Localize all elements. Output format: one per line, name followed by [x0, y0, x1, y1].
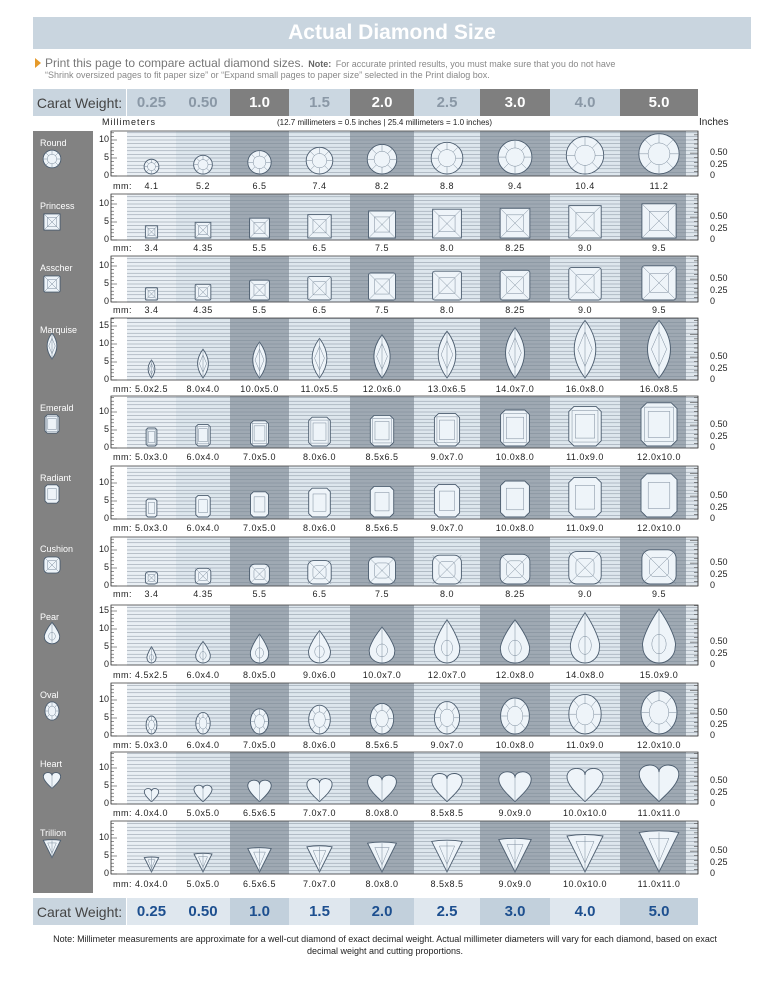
shape-name-label: Oval — [40, 690, 59, 700]
diamond-radiant-5.0 — [641, 474, 677, 517]
inch-gauge-strip — [686, 466, 698, 519]
mm-axis-tick-label: 0 — [103, 659, 109, 669]
diamond-size-label: 8.25 — [505, 243, 525, 253]
instruction-note-line2: “Shrink oversized pages to fit paper size” or “Expand small pages to paper size” selected in the Print dialog box. — [45, 70, 490, 80]
diamond-asscher-1.0 — [250, 280, 270, 300]
mm-axis-tick-label: 0 — [103, 580, 109, 590]
inch-axis-tick-label: 0 — [710, 730, 716, 740]
diamond-size-label: 9.0x7.0 — [430, 740, 464, 750]
diamond-oval-0.25 — [146, 716, 157, 734]
mm-axis-tick-label: 5 — [103, 780, 109, 790]
inch-gauge-strip — [686, 821, 698, 874]
diamond-cushion-5.0 — [642, 550, 676, 584]
inch-axis-tick-label: 0.50 — [710, 211, 728, 222]
inch-axis-tick-label: 0.25 — [710, 430, 728, 441]
diamond-size-label: 5.5 — [252, 305, 267, 315]
mm-prefix-label: mm: — [113, 879, 132, 889]
diamond-size-label: 6.5 — [312, 305, 327, 315]
diamond-size-label: 6.5 — [312, 243, 327, 253]
diamond-size-label: 12.0x8.0 — [495, 670, 535, 680]
diamond-size-label: 5.5 — [252, 589, 267, 599]
shape-name-label: Round — [40, 138, 67, 148]
carat-value-0.25: 0.25 — [127, 89, 176, 116]
diamond-size-label: 9.0 — [577, 589, 592, 599]
diamond-radiant-2.5 — [434, 485, 459, 517]
mm-axis-tick-label: 10 — [98, 762, 109, 772]
diamond-size-label: 11.0x9.0 — [566, 523, 604, 533]
diamond-size-label: 12.0x10.0 — [636, 523, 682, 533]
mm-axis-tick-label: 10 — [98, 477, 109, 487]
mm-axis-tick-label: 0 — [103, 170, 109, 180]
diamond-size-label: 12.0x10.0 — [636, 452, 682, 462]
diamond-size-label: 11.0x11.0 — [637, 879, 681, 889]
carat-weight-row-bottom — [33, 898, 698, 925]
diamond-size-label: 8.0 — [439, 243, 454, 253]
diamond-size-label: 12.0x10.0 — [636, 740, 682, 750]
inch-axis-tick-label: 0.25 — [710, 362, 728, 373]
inch-axis-tick-label: 0.50 — [710, 845, 728, 856]
diamond-oval-0.50 — [196, 712, 210, 734]
diamond-radiant-0.25 — [146, 499, 157, 517]
mm-prefix-label: mm: — [113, 670, 132, 680]
diamond-size-label: 5.2 — [195, 181, 210, 191]
inch-axis-tick-label: 0.25 — [710, 284, 728, 295]
page-title: Actual Diamond Size — [33, 17, 751, 49]
shape-name-label: Cushion — [40, 544, 74, 554]
mm-axis-tick-label: 5 — [103, 641, 109, 651]
inch-axis-tick-label: 0.25 — [710, 647, 728, 658]
diamond-size-label: 4.35 — [193, 589, 213, 599]
carat-value-4.0: 4.0 — [550, 898, 620, 925]
mm-prefix-label: mm: — [113, 589, 132, 599]
carat-value-1.0: 1.0 — [230, 898, 289, 925]
mm-axis-tick-label: 10 — [98, 406, 109, 416]
diamond-size-label: 4.1 — [144, 181, 159, 191]
diamond-size-label: 8.0x8.0 — [365, 808, 399, 818]
carat-value-2.5: 2.5 — [414, 898, 480, 925]
inch-gauge-strip — [686, 752, 698, 804]
diamond-cushion-0.25 — [145, 572, 157, 584]
diamond-size-label: 6.5x6.5 — [242, 879, 277, 889]
diamond-size-label: 11.2 — [649, 181, 669, 191]
diamond-emerald-0.50 — [196, 424, 210, 446]
diamond-size-label: 9.0 — [577, 305, 592, 315]
diamond-oval-2.5 — [434, 702, 459, 734]
diamond-size-label: 11.0x9.0 — [566, 740, 604, 750]
diamond-cushion-3.0 — [500, 554, 530, 584]
mm-prefix-label: mm: — [113, 305, 132, 315]
inch-gauge-strip — [686, 131, 698, 176]
diamond-size-label: 8.0x6.0 — [302, 740, 337, 750]
diamond-size-label: 9.4 — [507, 181, 522, 191]
diamond-size-label: 8.5x6.5 — [365, 740, 399, 750]
diamond-size-label: 7.0x7.0 — [302, 808, 337, 818]
diamond-princess-0.50 — [195, 222, 211, 238]
inch-axis-tick-label: 0 — [710, 868, 716, 878]
mm-axis-tick-label: 10 — [98, 544, 109, 554]
carat-value-2.5: 2.5 — [414, 89, 480, 116]
diamond-size-label: 13.0x6.5 — [427, 384, 467, 394]
mm-axis-tick-label: 10 — [98, 198, 109, 208]
inch-axis-tick-label: 0.25 — [710, 501, 728, 512]
millimeters-axis-label: Millimeters — [102, 117, 157, 127]
diamond-size-label: 7.0x5.0 — [242, 452, 277, 462]
diamond-round-2.0 — [367, 144, 397, 174]
diamond-size-label: 5.5 — [252, 243, 267, 253]
mm-axis-tick-label: 0 — [103, 730, 109, 740]
diamond-size-label: 10.0x10.0 — [562, 808, 608, 818]
diamond-emerald-1.5 — [309, 417, 331, 446]
diamond-princess-2.0 — [369, 211, 396, 238]
diamond-round-0.50 — [194, 155, 213, 174]
diamond-size-label: 8.8 — [439, 181, 454, 191]
diamond-size-label: 4.5x2.5 — [134, 670, 169, 680]
inch-gauge-strip — [686, 396, 698, 448]
diamond-princess-1.0 — [250, 218, 270, 238]
diamond-size-label: 8.0x5.0 — [242, 670, 277, 680]
instruction-note: For accurate printed results, you must make sure that you do not have — [335, 59, 616, 69]
diamond-size-label: 8.0 — [439, 589, 454, 599]
carat-value-2.0: 2.0 — [350, 898, 414, 925]
diamond-asscher-0.50 — [195, 284, 211, 300]
diamond-size-label: 9.0x7.0 — [430, 523, 464, 533]
diamond-radiant-1.5 — [309, 488, 331, 517]
mm-axis-tick-label: 0 — [103, 234, 109, 244]
carat-value-1.5: 1.5 — [289, 898, 350, 925]
diamond-size-label: 3.4 — [144, 589, 159, 599]
radiant-shape-icon — [45, 485, 59, 503]
mm-axis-tick-label: 0 — [103, 442, 109, 452]
mm-axis-tick-label: 10 — [98, 694, 109, 704]
mm-axis-tick-label: 0 — [103, 868, 109, 878]
mm-axis-tick-label: 5 — [103, 712, 109, 722]
mm-axis-tick-label: 5 — [103, 216, 109, 226]
diamond-size-label: 7.4 — [312, 181, 327, 191]
diamond-princess-3.0 — [500, 208, 530, 238]
inch-axis-tick-label: 0 — [710, 580, 716, 590]
shape-name-label: Marquise — [40, 325, 78, 335]
diamond-size-label: 10.0x7.0 — [362, 670, 402, 680]
diamond-cushion-2.5 — [433, 555, 462, 584]
cushion-shape-icon — [44, 557, 60, 573]
diamond-size-label: 6.0x4.0 — [186, 452, 220, 462]
diamond-size-label: 5.0x5.0 — [186, 879, 220, 889]
diamond-cushion-2.0 — [369, 557, 396, 584]
mm-axis-tick-label: 5 — [103, 424, 109, 434]
mm-prefix-label: mm: — [113, 452, 132, 462]
inch-axis-tick-label: 0.25 — [710, 856, 728, 867]
emerald-shape-icon — [45, 415, 59, 433]
inch-axis-tick-label: 0.50 — [710, 351, 728, 362]
mm-axis-tick-label: 10 — [98, 623, 109, 633]
diamond-size-label: 9.0x9.0 — [498, 808, 532, 818]
footnote: Note: Millimeter measurements are approximate for a well-cut diamond of exact decimal weight. Actual millimeter diameters will vary for each diamond, based on exact decimal weight and cutting proportions. — [53, 934, 717, 956]
inch-axis-tick-label: 0 — [710, 513, 716, 523]
diamond-size-label: 9.0x9.0 — [498, 879, 532, 889]
diamond-size-label: 16.0x8.5 — [639, 384, 679, 394]
round-shape-icon — [43, 150, 61, 168]
diamond-size-label: 9.0x7.0 — [430, 452, 464, 462]
diamond-radiant-1.0 — [251, 492, 269, 517]
instruction-note-label: Note: — [308, 59, 332, 69]
diamond-size-label: 11.0x9.0 — [566, 452, 604, 462]
diamond-cushion-0.50 — [195, 568, 211, 584]
diamond-emerald-2.0 — [370, 415, 393, 446]
mm-prefix-label: mm: — [113, 523, 132, 533]
diamond-oval-1.0 — [251, 709, 269, 734]
mm-prefix-label: mm: — [113, 181, 132, 191]
diamond-size-label: 5.0x3.0 — [134, 523, 169, 533]
diamond-size-label: 4.35 — [193, 243, 213, 253]
diamond-size-label: 7.5 — [374, 589, 389, 599]
diamond-radiant-0.50 — [196, 495, 210, 517]
inch-axis-tick-label: 0 — [710, 234, 716, 244]
shape-name-label: Asscher — [40, 263, 73, 273]
mm-axis-tick-label: 5 — [103, 152, 109, 162]
carat-value-0.25: 0.25 — [127, 898, 176, 925]
diamond-asscher-5.0 — [642, 266, 676, 300]
diamond-oval-1.5 — [309, 705, 331, 734]
inch-axis-tick-label: 0 — [710, 798, 716, 808]
mm-axis-tick-label: 0 — [103, 798, 109, 808]
princess-shape-icon — [44, 214, 60, 230]
diamond-size-label: 9.5 — [651, 305, 666, 315]
diamond-size-label: 8.0x4.0 — [186, 384, 220, 394]
inch-axis-tick-label: 0.50 — [710, 419, 728, 430]
shape-name-label: Trillion — [40, 828, 67, 838]
inch-axis-tick-label: 0.50 — [710, 775, 728, 786]
diamond-size-label: 4.35 — [193, 305, 213, 315]
carat-value-3.0: 3.0 — [480, 898, 550, 925]
carat-value-5.0: 5.0 — [620, 89, 698, 116]
oval-shape-icon — [45, 702, 59, 720]
diamond-size-label: 12.0x6.0 — [362, 384, 402, 394]
diamond-size-label: 12.0x7.0 — [427, 670, 467, 680]
mm-axis-tick-label: 5 — [103, 356, 109, 366]
diamond-size-label: 9.0 — [577, 243, 592, 253]
diamond-size-label: 14.0x7.0 — [495, 384, 535, 394]
diamond-asscher-3.0 — [500, 270, 530, 300]
diamond-size-label: 5.0x3.0 — [134, 740, 169, 750]
diamond-size-label: 7.0x5.0 — [242, 740, 277, 750]
diamond-emerald-1.0 — [251, 421, 269, 446]
mm-axis-tick-label: 5 — [103, 278, 109, 288]
diamond-round-4.0 — [566, 137, 603, 174]
diamond-size-label: 9.5 — [651, 243, 666, 253]
mm-prefix-label: mm: — [113, 384, 132, 394]
mm-axis-tick-label: 15 — [98, 320, 109, 330]
carat-value-0.50: 0.50 — [176, 898, 230, 925]
diamond-asscher-2.0 — [369, 273, 396, 300]
diamond-radiant-2.0 — [370, 486, 393, 517]
mm-axis-tick-label: 5 — [103, 495, 109, 505]
diamond-size-label: 9.0x6.0 — [302, 670, 337, 680]
diamond-princess-0.25 — [145, 226, 157, 238]
inches-axis-label: Inches — [699, 117, 729, 128]
inch-axis-tick-label: 0 — [710, 659, 716, 669]
carat-weight-label: Carat Weight: — [33, 898, 126, 925]
inch-axis-tick-label: 0.50 — [710, 273, 728, 284]
diamond-size-label: 8.5x6.5 — [365, 452, 399, 462]
diamond-radiant-3.0 — [501, 481, 530, 517]
diamond-size-label: 8.5x8.5 — [430, 808, 464, 818]
diamond-size-label: 10.0x8.0 — [495, 740, 535, 750]
diamond-emerald-3.0 — [501, 410, 530, 446]
diamond-size-label: 5.0x3.0 — [134, 452, 169, 462]
diamond-size-label: 8.25 — [505, 305, 525, 315]
carat-value-1.0: 1.0 — [230, 89, 289, 116]
diamond-size-label: 8.0x6.0 — [302, 452, 337, 462]
diamond-size-label: 14.0x8.0 — [565, 670, 605, 680]
diamond-princess-4.0 — [569, 206, 601, 238]
mm-axis-tick-label: 10 — [98, 338, 109, 348]
inch-axis-tick-label: 0.25 — [710, 786, 728, 797]
mm-axis-tick-label: 0 — [103, 296, 109, 306]
diamond-emerald-0.25 — [146, 428, 157, 446]
diamond-cushion-1.0 — [250, 564, 270, 584]
shape-name-label: Heart — [40, 759, 63, 769]
diamond-asscher-1.5 — [308, 277, 331, 300]
carat-value-0.50: 0.50 — [176, 89, 230, 116]
diamond-size-label: 7.5 — [374, 243, 389, 253]
diamond-size-label: 8.0x6.0 — [302, 523, 337, 533]
asscher-shape-icon — [44, 276, 60, 292]
diamond-size-label: 8.5x8.5 — [430, 879, 464, 889]
diamond-size-label: 10.0x8.0 — [495, 452, 535, 462]
diamond-size-label: 7.0x7.0 — [302, 879, 337, 889]
mm-axis-tick-label: 10 — [98, 832, 109, 842]
mm-prefix-label: mm: — [113, 740, 132, 750]
inch-axis-tick-label: 0.50 — [710, 557, 728, 568]
mm-axis-tick-label: 5 — [103, 850, 109, 860]
diamond-round-5.0 — [639, 134, 679, 174]
diamond-size-label: 10.0x5.0 — [240, 384, 279, 394]
instruction-main: Print this page to compare actual diamond sizes. — [45, 56, 304, 70]
shape-name-label: Pear — [40, 612, 60, 622]
diamond-size-label: 3.4 — [144, 305, 159, 315]
diamond-size-label: 10.4 — [575, 181, 595, 191]
diamond-size-label: 15.0x9.0 — [639, 670, 679, 680]
diamond-radiant-4.0 — [569, 477, 601, 517]
shape-name-label: Princess — [40, 201, 75, 211]
diamond-cushion-1.5 — [308, 561, 331, 584]
diamond-size-label: 6.0x4.0 — [186, 670, 220, 680]
diamond-size-label: 8.0x8.0 — [365, 879, 399, 889]
diamond-size-label: 8.5x6.5 — [365, 523, 399, 533]
diamond-size-label: 6.5 — [312, 589, 327, 599]
mm-axis-tick-label: 10 — [98, 260, 109, 270]
diamond-round-3.0 — [498, 140, 532, 174]
mm-axis-tick-label: 5 — [103, 562, 109, 572]
inch-axis-tick-label: 0.25 — [710, 158, 728, 169]
inch-axis-tick-label: 0 — [710, 296, 716, 306]
diamond-size-label: 11.0x11.0 — [637, 808, 681, 818]
diamond-size-label: 10.0x8.0 — [495, 523, 535, 533]
diamond-size-label: 8.25 — [505, 589, 525, 599]
diamond-emerald-2.5 — [434, 414, 459, 446]
mm-prefix-label: mm: — [113, 243, 132, 253]
diamond-size-label: 5.0x5.0 — [186, 808, 220, 818]
diamond-princess-1.5 — [308, 215, 331, 238]
inch-axis-tick-label: 0.25 — [710, 222, 728, 233]
inch-axis-tick-label: 0.25 — [710, 718, 728, 729]
inch-axis-tick-label: 0.50 — [710, 147, 728, 158]
diamond-size-label: 7.5 — [374, 305, 389, 315]
diamond-round-1.0 — [248, 151, 271, 174]
inch-axis-tick-label: 0.50 — [710, 707, 728, 718]
inch-gauge-strip — [686, 683, 698, 736]
carat-value-4.0: 4.0 — [550, 89, 620, 116]
inch-axis-tick-label: 0.50 — [710, 636, 728, 647]
diamond-size-label: 4.0x4.0 — [134, 879, 169, 889]
inch-axis-tick-label: 0 — [710, 442, 716, 452]
diamond-size-label: 5.0x2.5 — [134, 384, 169, 394]
diamond-size-label: 8.0 — [439, 305, 454, 315]
carat-value-5.0: 5.0 — [620, 898, 698, 925]
mm-axis-tick-label: 0 — [103, 374, 109, 384]
conversion-note: (12.7 millimeters = 0.5 inches | 25.4 millimeters = 1.0 inches) — [277, 118, 493, 127]
mm-axis-tick-label: 15 — [98, 605, 109, 615]
diamond-size-label: 6.5 — [252, 181, 267, 191]
inch-axis-tick-label: 0.50 — [710, 490, 728, 501]
diamond-size-label: 7.0x5.0 — [242, 523, 277, 533]
mm-axis-tick-label: 10 — [98, 134, 109, 144]
diamond-round-0.25 — [144, 159, 159, 174]
carat-value-2.0: 2.0 — [350, 89, 414, 116]
diamond-round-1.5 — [306, 147, 333, 174]
diamond-asscher-4.0 — [569, 268, 601, 300]
diamond-size-label: 11.0x5.5 — [300, 384, 339, 394]
carat-value-1.5: 1.5 — [289, 89, 350, 116]
diamond-size-label: 4.0x4.0 — [134, 808, 169, 818]
diamond-asscher-2.5 — [433, 271, 462, 300]
diamond-size-label: 6.5x6.5 — [242, 808, 277, 818]
diamond-emerald-5.0 — [641, 403, 677, 446]
diamond-size-label: 8.2 — [374, 181, 389, 191]
mm-axis-tick-label: 0 — [103, 513, 109, 523]
diamond-size-label: 3.4 — [144, 243, 159, 253]
mm-prefix-label: mm: — [113, 808, 132, 818]
diamond-emerald-4.0 — [569, 406, 601, 446]
inch-axis-tick-label: 0 — [710, 374, 716, 384]
diamond-oval-5.0 — [641, 691, 677, 734]
diamond-size-label: 16.0x8.0 — [565, 384, 605, 394]
inch-axis-tick-label: 0 — [710, 170, 716, 180]
carat-weight-label: Carat Weight: — [33, 89, 126, 116]
diamond-princess-5.0 — [642, 204, 676, 238]
shape-name-label: Emerald — [40, 403, 74, 413]
diamond-size-label: 9.5 — [651, 589, 666, 599]
diamond-size-label: 10.0x10.0 — [562, 879, 608, 889]
inch-axis-tick-label: 0.25 — [710, 568, 728, 579]
diamond-oval-4.0 — [569, 694, 601, 734]
carat-value-3.0: 3.0 — [480, 89, 550, 116]
diamond-size-label: 6.0x4.0 — [186, 740, 220, 750]
diamond-oval-2.0 — [370, 703, 393, 734]
shape-name-label: Radiant — [40, 473, 72, 483]
diamond-oval-3.0 — [501, 698, 530, 734]
diamond-size-label: 6.0x4.0 — [186, 523, 220, 533]
diamond-princess-2.5 — [433, 209, 462, 238]
diamond-round-2.5 — [431, 142, 463, 174]
diamond-cushion-4.0 — [569, 552, 601, 584]
diamond-asscher-0.25 — [145, 288, 157, 300]
